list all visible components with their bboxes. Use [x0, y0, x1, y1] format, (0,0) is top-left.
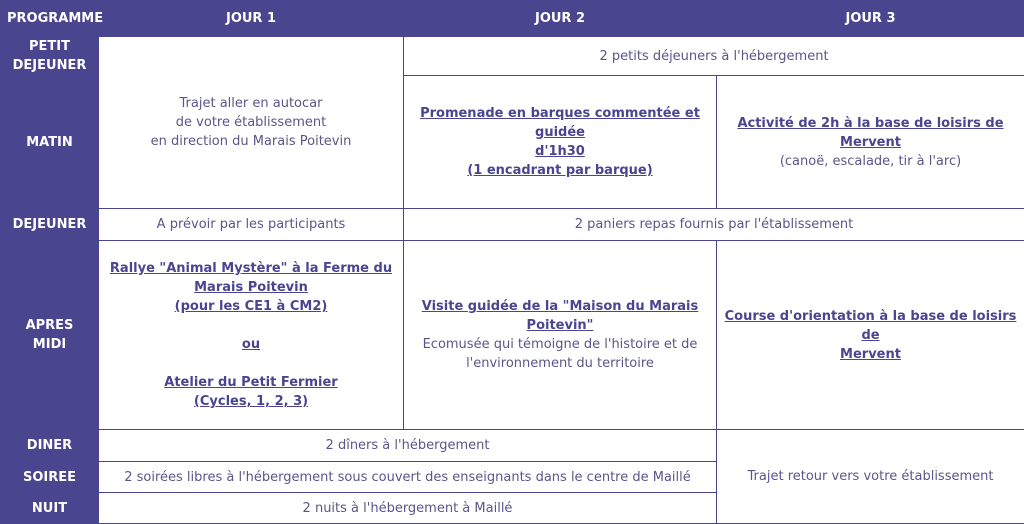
label-apres-midi: APRES MIDI [1, 241, 99, 430]
matin-jour2-cell [404, 76, 717, 209]
label-soiree: SOIREE [1, 462, 99, 493]
label-diner: DINER [1, 430, 99, 462]
rallye-line3[interactable]: (pour les CE1 à CM2) [105, 297, 397, 316]
matin-jour3-title[interactable]: Activité de 2h à la base de loisirs de Mervent [723, 114, 1018, 152]
label-petit-dejeuner-line2: DEJEUNER [7, 56, 92, 75]
label-nuit: NUIT [1, 493, 99, 524]
course-line2[interactable]: Mervent [723, 345, 1018, 364]
matin-jour2-line3[interactable]: (1 encadrant par barque) [410, 161, 710, 180]
matin-jour1-cell [99, 37, 404, 209]
label-dejeuner: DEJEUNER [1, 209, 99, 241]
row-dejeuner [1, 209, 1024, 241]
visite-title-line1[interactable]: Visite guidée de la "Maison du Marais [410, 297, 710, 316]
dejeuner-jour23-cell: 2 paniers repas fournis par l'établissement [404, 209, 1024, 241]
header-jour3: JOUR 3 [717, 1, 1024, 37]
matin-jour2-line1[interactable]: Promenade en barques commentée et guidée [410, 104, 710, 142]
petit-dejeuner-jour23-cell: 2 petits déjeuners à l'hébergement [404, 37, 1024, 76]
rallye-line2[interactable]: Marais Poitevin [105, 278, 397, 297]
matin-jour1-line1: Trajet aller en autocar [105, 94, 397, 113]
matin-jour2-line2[interactable]: d'1h30 [410, 142, 710, 161]
rallye-line1[interactable]: Rallye "Animal Mystère" à la Ferme du [105, 259, 397, 278]
apres-midi-jour2-cell [404, 241, 717, 430]
course-line1[interactable]: Course d'orientation à la base de loisirs de [723, 307, 1018, 345]
ou-link[interactable]: ou [105, 335, 397, 354]
row-apres-midi [1, 241, 1024, 430]
jour3-retour-cell: Trajet retour vers votre établissement [717, 430, 1024, 524]
visite-title-line2[interactable]: Poitevin" [410, 316, 710, 335]
row-diner [1, 430, 1024, 462]
label-petit-dejeuner [1, 37, 99, 76]
nuit-jour12-cell: 2 nuits à l'hébergement à Maillé [99, 493, 717, 524]
header-jour1: JOUR 1 [99, 1, 404, 37]
spacer [105, 316, 397, 335]
header-row [1, 1, 1024, 37]
dejeuner-jour1-cell: A prévoir par les participants [99, 209, 404, 241]
spacer [105, 354, 397, 373]
soiree-jour12-cell: 2 soirées libres à l'hébergement sous couvert des enseignants dans le centre de Maillé [99, 462, 717, 493]
row-petit-dejeuner [1, 37, 1024, 76]
matin-jour3-cell [717, 76, 1024, 209]
matin-jour1-line2: de votre établissement [105, 113, 397, 132]
label-matin: MATIN [1, 76, 99, 209]
atelier-line1[interactable]: Atelier du Petit Fermier [105, 373, 397, 392]
visite-detail-line2: l'environnement du territoire [410, 354, 710, 373]
label-petit-dejeuner-line1: PETIT [7, 37, 92, 56]
header-jour2: JOUR 2 [404, 1, 717, 37]
apres-midi-jour3-cell [717, 241, 1024, 430]
matin-jour1-line3: en direction du Marais Poitevin [105, 132, 397, 151]
visite-detail-line1: Ecomusée qui témoigne de l'histoire et de [410, 335, 710, 354]
atelier-line2[interactable]: (Cycles, 1, 2, 3) [105, 392, 397, 411]
header-programme: PROGRAMME [1, 1, 99, 37]
diner-jour12-cell: 2 dîners à l'hébergement [99, 430, 717, 462]
matin-jour3-detail: (canoë, escalade, tir à l'arc) [723, 152, 1018, 171]
apres-midi-jour1-cell [99, 241, 404, 430]
